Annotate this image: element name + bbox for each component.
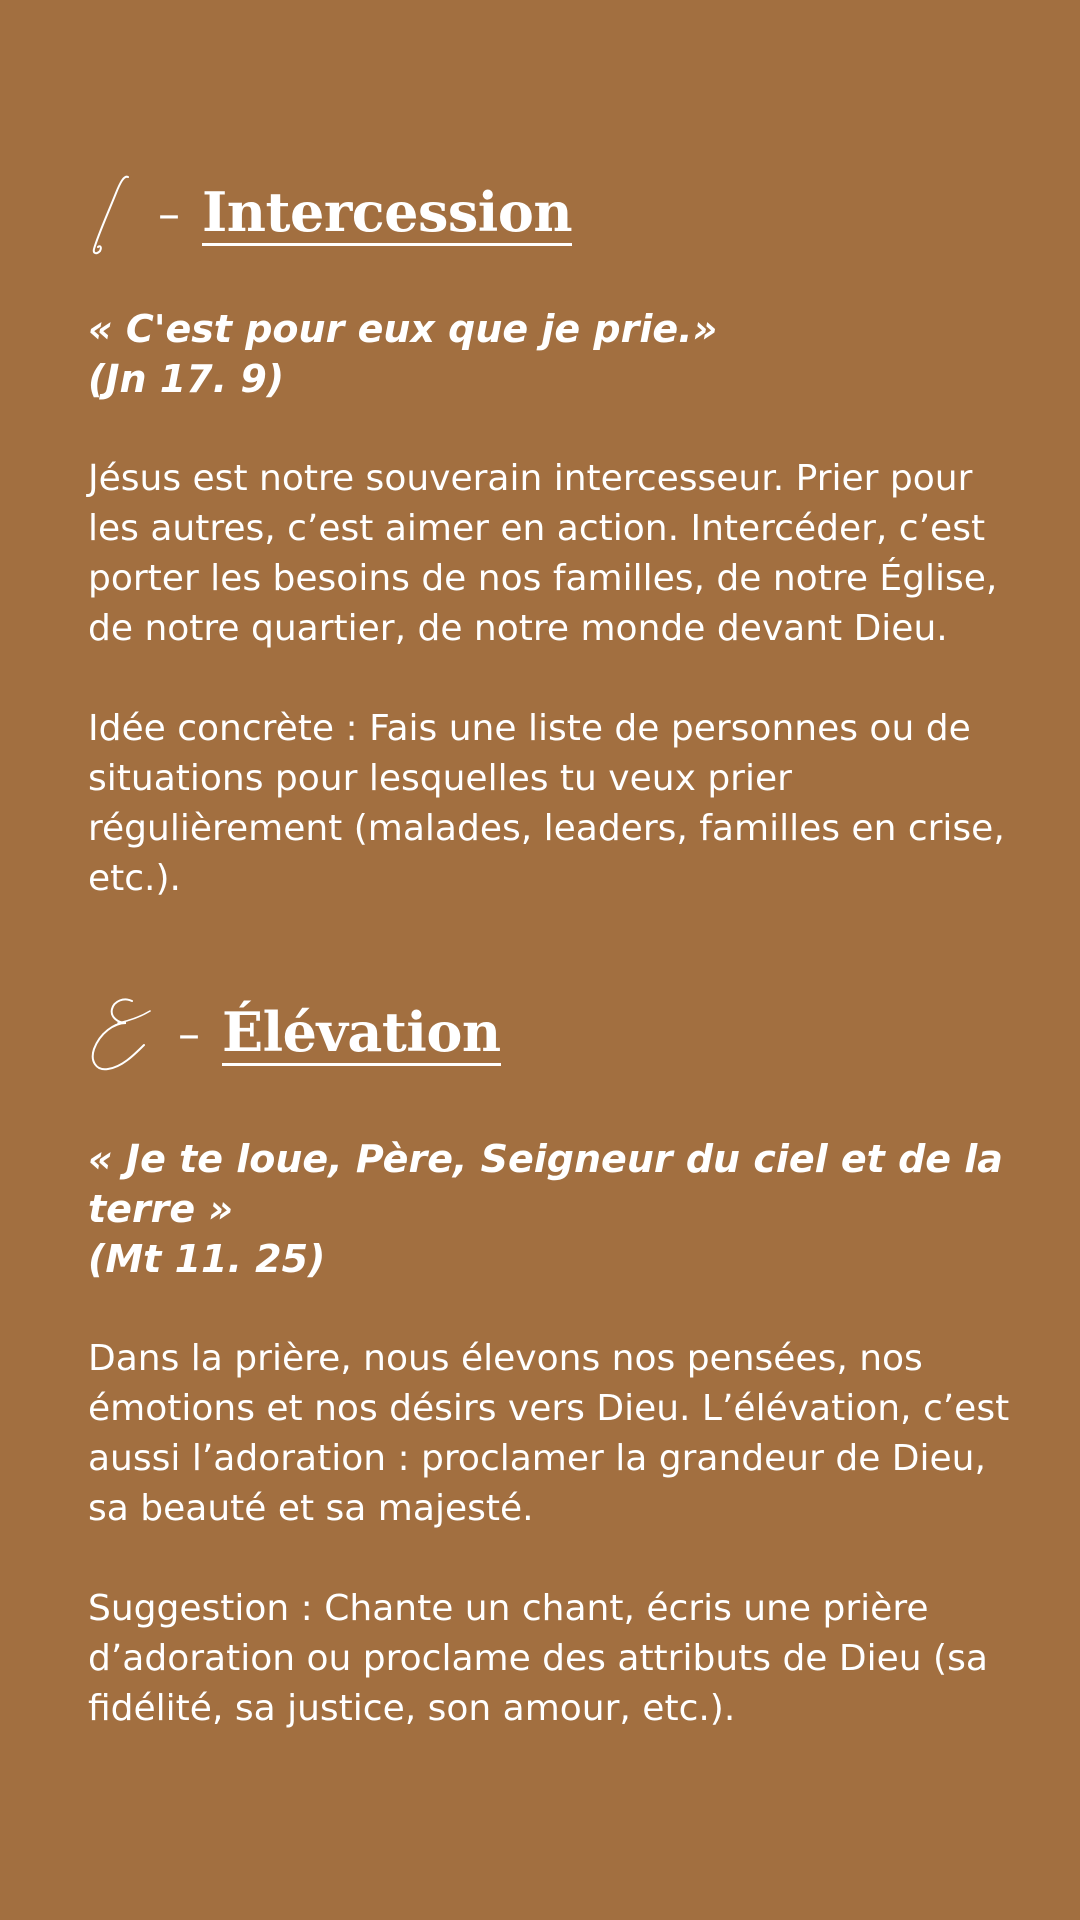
section-elevation — [88, 990, 1018, 1734]
page — [88, 0, 1018, 1920]
scripture-quote: « Je te loue, Père, Seigneur du ciel et de la terre » — [88, 1137, 1003, 1231]
heading-dash: – — [158, 189, 180, 240]
section-intercession — [88, 170, 1018, 904]
scripture-reference: (Mt 11. 25) — [88, 1237, 326, 1281]
section-heading — [88, 170, 1018, 260]
section-title: Élévation — [222, 999, 501, 1064]
script-letter-i-icon — [88, 173, 140, 257]
section-paragraph: Jésus est notre souverain intercesseur. Prier pour les autres, c’est aimer en action. Intercéder, c’est porter les besoins de nos familles, de notre Église, de notre quartier, de notre monde devant Dieu. — [88, 458, 998, 649]
section-title: Intercession — [202, 179, 573, 244]
section-suggestion: Idée concrète : Fais une liste de personnes ou de situations pour lesquelles tu veux prier régulièrement (malades, leaders, familles en crise, etc.). — [88, 708, 1005, 899]
scripture-reference: (Jn 17. 9) — [88, 357, 285, 401]
heading-dash: – — [178, 1009, 200, 1060]
script-letter-e-icon — [88, 993, 160, 1077]
section-heading — [88, 990, 1018, 1080]
section-paragraph: Dans la prière, nous élevons nos pensées, nos émotions et nos désirs vers Dieu. L’élévation, c’est aussi l’adoration : proclamer la grandeur de Dieu, sa beauté et sa majesté. — [88, 1338, 1010, 1529]
section-suggestion: Suggestion : Chante un chant, écris une prière d’adoration ou proclame des attributs de Dieu (sa fidélité, sa justice, son amour, etc.). — [88, 1588, 988, 1729]
scripture-quote: « C'est pour eux que je prie.» — [88, 307, 718, 351]
